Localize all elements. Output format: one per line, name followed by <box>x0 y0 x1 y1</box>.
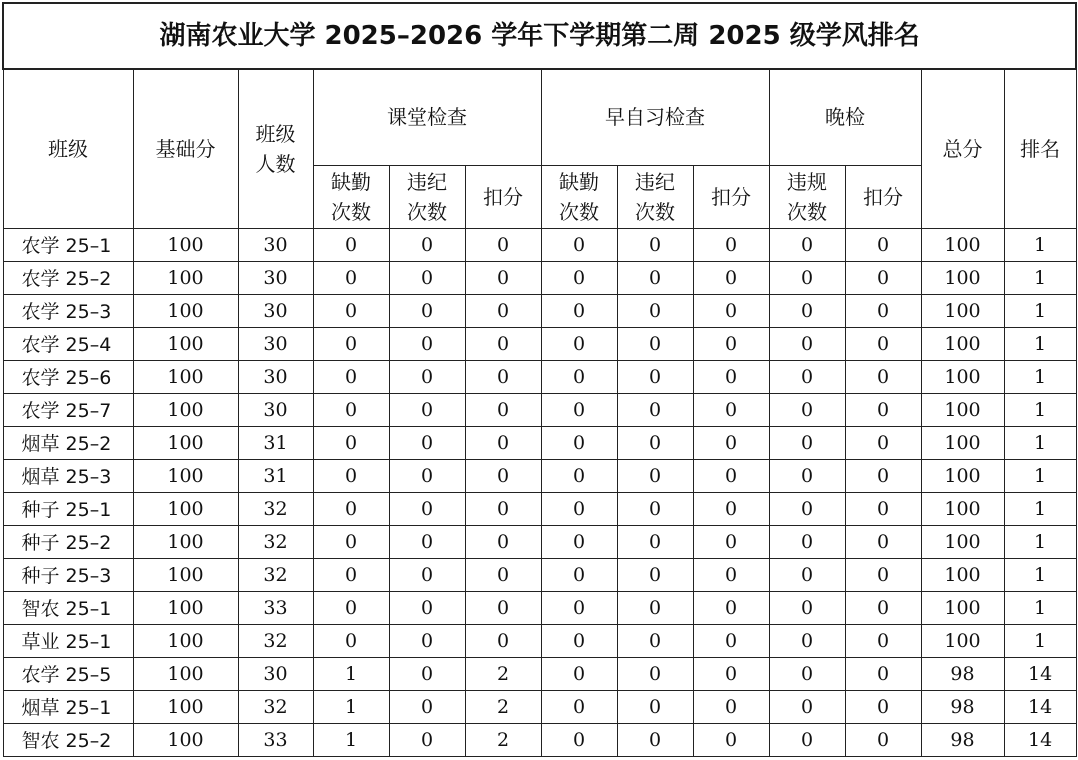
cell-c-abs: 0 <box>313 261 389 294</box>
cell-m-abs: 0 <box>541 723 617 756</box>
table-row <box>3 294 1076 327</box>
cell-rank: 1 <box>1004 327 1076 360</box>
cell-base: 100 <box>133 327 238 360</box>
cell-rank: 1 <box>1004 261 1076 294</box>
cell-c-dis: 0 <box>389 393 465 426</box>
cell-cls: 种子 25–1 <box>3 492 133 525</box>
cell-base: 100 <box>133 459 238 492</box>
cell-c-dis: 0 <box>389 624 465 657</box>
cell-m-dis: 0 <box>617 690 693 723</box>
cell-size: 30 <box>238 327 313 360</box>
cell-total: 100 <box>921 228 1004 261</box>
cell-total: 100 <box>921 294 1004 327</box>
cell-c-ded: 0 <box>465 492 541 525</box>
cell-total: 100 <box>921 327 1004 360</box>
header-text: 违纪 <box>635 169 675 194</box>
cell-base: 100 <box>133 228 238 261</box>
cell-base: 100 <box>133 492 238 525</box>
cell-m-ded: 0 <box>693 624 769 657</box>
cell-e-vio: 0 <box>769 690 845 723</box>
cell-cls: 智农 25–2 <box>3 723 133 756</box>
cell-cls: 农学 25–5 <box>3 657 133 690</box>
cell-rank: 1 <box>1004 525 1076 558</box>
header-morning-discipline <box>617 165 693 228</box>
cell-base: 100 <box>133 261 238 294</box>
header-morning-check: 早自习检查 <box>541 69 769 165</box>
cell-base: 100 <box>133 360 238 393</box>
cell-m-ded: 0 <box>693 723 769 756</box>
cell-e-ded: 0 <box>845 294 921 327</box>
cell-c-abs: 1 <box>313 690 389 723</box>
header-total: 总分 <box>921 69 1004 228</box>
cell-size: 30 <box>238 657 313 690</box>
cell-c-ded: 2 <box>465 657 541 690</box>
cell-cls: 烟草 25–1 <box>3 690 133 723</box>
cell-cls: 智农 25–1 <box>3 591 133 624</box>
cell-total: 100 <box>921 459 1004 492</box>
cell-total: 100 <box>921 591 1004 624</box>
table-row <box>3 459 1076 492</box>
table-row <box>3 723 1076 756</box>
cell-m-dis: 0 <box>617 426 693 459</box>
cell-base: 100 <box>133 690 238 723</box>
cell-c-ded: 0 <box>465 360 541 393</box>
cell-m-abs: 0 <box>541 261 617 294</box>
cell-e-ded: 0 <box>845 261 921 294</box>
cell-m-abs: 0 <box>541 294 617 327</box>
cell-e-vio: 0 <box>769 624 845 657</box>
cell-total: 100 <box>921 261 1004 294</box>
cell-c-dis: 0 <box>389 426 465 459</box>
table-row <box>3 558 1076 591</box>
cell-rank: 1 <box>1004 360 1076 393</box>
table-row <box>3 261 1076 294</box>
header-text: 次数 <box>331 199 371 224</box>
cell-m-ded: 0 <box>693 228 769 261</box>
cell-e-vio: 0 <box>769 525 845 558</box>
table-row <box>3 657 1076 690</box>
table-row <box>3 525 1076 558</box>
cell-c-dis: 0 <box>389 558 465 591</box>
header-classroom-absent <box>313 165 389 228</box>
cell-c-dis: 0 <box>389 459 465 492</box>
cell-c-abs: 0 <box>313 393 389 426</box>
cell-c-abs: 1 <box>313 723 389 756</box>
cell-e-ded: 0 <box>845 525 921 558</box>
cell-e-ded: 0 <box>845 393 921 426</box>
cell-c-dis: 0 <box>389 657 465 690</box>
header-class-size <box>238 69 313 228</box>
table-row <box>3 591 1076 624</box>
cell-m-dis: 0 <box>617 624 693 657</box>
cell-e-ded: 0 <box>845 558 921 591</box>
cell-c-dis: 0 <box>389 294 465 327</box>
cell-total: 100 <box>921 525 1004 558</box>
cell-c-dis: 0 <box>389 261 465 294</box>
cell-e-vio: 0 <box>769 459 845 492</box>
cell-rank: 1 <box>1004 492 1076 525</box>
cell-m-abs: 0 <box>541 657 617 690</box>
cell-e-ded: 0 <box>845 624 921 657</box>
cell-m-dis: 0 <box>617 327 693 360</box>
table-row <box>3 393 1076 426</box>
cell-c-ded: 0 <box>465 426 541 459</box>
cell-base: 100 <box>133 591 238 624</box>
cell-c-abs: 0 <box>313 558 389 591</box>
cell-m-dis: 0 <box>617 525 693 558</box>
table-title: 湖南农业大学 2025–2026 学年下学期第二周 2025 级学风排名 <box>3 3 1076 69</box>
cell-c-abs: 0 <box>313 426 389 459</box>
table-row <box>3 327 1076 360</box>
cell-c-ded: 0 <box>465 558 541 591</box>
cell-rank: 14 <box>1004 690 1076 723</box>
cell-e-vio: 0 <box>769 393 845 426</box>
cell-total: 100 <box>921 558 1004 591</box>
table-row <box>3 624 1076 657</box>
cell-c-dis: 0 <box>389 360 465 393</box>
cell-base: 100 <box>133 657 238 690</box>
cell-c-abs: 0 <box>313 228 389 261</box>
cell-c-abs: 0 <box>313 624 389 657</box>
cell-cls: 农学 25–7 <box>3 393 133 426</box>
cell-m-ded: 0 <box>693 657 769 690</box>
cell-e-vio: 0 <box>769 294 845 327</box>
cell-e-vio: 0 <box>769 723 845 756</box>
cell-m-abs: 0 <box>541 459 617 492</box>
cell-m-dis: 0 <box>617 393 693 426</box>
cell-m-abs: 0 <box>541 327 617 360</box>
cell-m-abs: 0 <box>541 558 617 591</box>
cell-c-ded: 0 <box>465 261 541 294</box>
cell-total: 100 <box>921 360 1004 393</box>
cell-e-ded: 0 <box>845 459 921 492</box>
cell-cls: 农学 25–2 <box>3 261 133 294</box>
cell-c-ded: 0 <box>465 459 541 492</box>
cell-m-ded: 0 <box>693 492 769 525</box>
table-row <box>3 492 1076 525</box>
cell-size: 30 <box>238 228 313 261</box>
cell-cls: 农学 25–1 <box>3 228 133 261</box>
cell-size: 30 <box>238 393 313 426</box>
cell-e-vio: 0 <box>769 426 845 459</box>
cell-c-dis: 0 <box>389 690 465 723</box>
cell-cls: 农学 25–6 <box>3 360 133 393</box>
cell-cls: 农学 25–3 <box>3 294 133 327</box>
cell-total: 98 <box>921 690 1004 723</box>
cell-size: 33 <box>238 723 313 756</box>
cell-e-vio: 0 <box>769 657 845 690</box>
cell-c-abs: 0 <box>313 591 389 624</box>
header-morning-absent <box>541 165 617 228</box>
cell-c-abs: 0 <box>313 327 389 360</box>
header-base-score: 基础分 <box>133 69 238 228</box>
header-classroom-deduct: 扣分 <box>465 165 541 228</box>
cell-m-abs: 0 <box>541 393 617 426</box>
header-text: 缺勤 <box>331 169 371 194</box>
cell-e-ded: 0 <box>845 360 921 393</box>
cell-size: 33 <box>238 591 313 624</box>
cell-cls: 种子 25–2 <box>3 525 133 558</box>
cell-rank: 1 <box>1004 426 1076 459</box>
cell-e-vio: 0 <box>769 591 845 624</box>
header-text: 违纪 <box>407 169 447 194</box>
cell-m-ded: 0 <box>693 261 769 294</box>
header-text: 次数 <box>635 199 675 224</box>
header-evening-violation <box>769 165 845 228</box>
header-text: 违规 <box>787 169 827 194</box>
cell-e-ded: 0 <box>845 327 921 360</box>
cell-size: 31 <box>238 459 313 492</box>
header-class: 班级 <box>3 69 133 228</box>
header-text: 次数 <box>407 199 447 224</box>
cell-rank: 1 <box>1004 459 1076 492</box>
cell-e-ded: 0 <box>845 591 921 624</box>
cell-c-abs: 0 <box>313 294 389 327</box>
cell-m-ded: 0 <box>693 459 769 492</box>
cell-e-ded: 0 <box>845 228 921 261</box>
cell-rank: 1 <box>1004 228 1076 261</box>
table-row <box>3 426 1076 459</box>
cell-c-ded: 2 <box>465 690 541 723</box>
cell-m-dis: 0 <box>617 261 693 294</box>
cell-m-dis: 0 <box>617 723 693 756</box>
cell-cls: 种子 25–3 <box>3 558 133 591</box>
cell-m-dis: 0 <box>617 492 693 525</box>
cell-c-ded: 0 <box>465 591 541 624</box>
header-text: 次数 <box>787 199 827 224</box>
cell-cls: 农学 25–4 <box>3 327 133 360</box>
cell-c-ded: 2 <box>465 723 541 756</box>
cell-total: 100 <box>921 393 1004 426</box>
cell-c-dis: 0 <box>389 525 465 558</box>
cell-base: 100 <box>133 624 238 657</box>
cell-size: 30 <box>238 261 313 294</box>
cell-rank: 1 <box>1004 294 1076 327</box>
cell-base: 100 <box>133 558 238 591</box>
cell-m-dis: 0 <box>617 558 693 591</box>
cell-rank: 1 <box>1004 624 1076 657</box>
cell-m-ded: 0 <box>693 690 769 723</box>
cell-size: 32 <box>238 558 313 591</box>
header-text: 缺勤 <box>559 169 599 194</box>
cell-m-abs: 0 <box>541 492 617 525</box>
cell-m-ded: 0 <box>693 525 769 558</box>
cell-c-abs: 0 <box>313 492 389 525</box>
header-evening-deduct: 扣分 <box>845 165 921 228</box>
cell-m-ded: 0 <box>693 327 769 360</box>
cell-m-ded: 0 <box>693 360 769 393</box>
table-row <box>3 228 1076 261</box>
cell-m-abs: 0 <box>541 426 617 459</box>
cell-total: 98 <box>921 657 1004 690</box>
cell-m-abs: 0 <box>541 624 617 657</box>
cell-c-ded: 0 <box>465 393 541 426</box>
cell-c-abs: 0 <box>313 525 389 558</box>
header-rank: 排名 <box>1004 69 1076 228</box>
cell-base: 100 <box>133 294 238 327</box>
cell-m-abs: 0 <box>541 228 617 261</box>
cell-c-dis: 0 <box>389 327 465 360</box>
cell-total: 100 <box>921 624 1004 657</box>
cell-rank: 1 <box>1004 558 1076 591</box>
cell-e-vio: 0 <box>769 492 845 525</box>
cell-m-ded: 0 <box>693 558 769 591</box>
cell-c-dis: 0 <box>389 492 465 525</box>
cell-e-vio: 0 <box>769 360 845 393</box>
cell-e-ded: 0 <box>845 492 921 525</box>
cell-e-ded: 0 <box>845 657 921 690</box>
header-class-size-line2: 人数 <box>255 151 296 176</box>
cell-rank: 14 <box>1004 723 1076 756</box>
cell-m-abs: 0 <box>541 360 617 393</box>
cell-c-abs: 0 <box>313 360 389 393</box>
cell-cls: 烟草 25–3 <box>3 459 133 492</box>
header-morning-deduct: 扣分 <box>693 165 769 228</box>
cell-c-abs: 1 <box>313 657 389 690</box>
cell-total: 100 <box>921 426 1004 459</box>
cell-m-ded: 0 <box>693 393 769 426</box>
table-row <box>3 360 1076 393</box>
cell-cls: 草业 25–1 <box>3 624 133 657</box>
cell-size: 32 <box>238 624 313 657</box>
cell-size: 32 <box>238 492 313 525</box>
cell-base: 100 <box>133 723 238 756</box>
cell-c-dis: 0 <box>389 228 465 261</box>
cell-c-dis: 0 <box>389 591 465 624</box>
cell-c-ded: 0 <box>465 327 541 360</box>
cell-rank: 1 <box>1004 591 1076 624</box>
cell-e-ded: 0 <box>845 690 921 723</box>
cell-m-ded: 0 <box>693 294 769 327</box>
cell-c-ded: 0 <box>465 228 541 261</box>
cell-size: 30 <box>238 360 313 393</box>
cell-m-dis: 0 <box>617 591 693 624</box>
cell-total: 98 <box>921 723 1004 756</box>
cell-c-ded: 0 <box>465 294 541 327</box>
cell-cls: 烟草 25–2 <box>3 426 133 459</box>
cell-m-dis: 0 <box>617 294 693 327</box>
cell-m-dis: 0 <box>617 228 693 261</box>
cell-c-ded: 0 <box>465 624 541 657</box>
cell-e-vio: 0 <box>769 558 845 591</box>
header-classroom-discipline <box>389 165 465 228</box>
cell-m-abs: 0 <box>541 690 617 723</box>
cell-size: 31 <box>238 426 313 459</box>
table-row <box>3 690 1076 723</box>
cell-c-abs: 0 <box>313 459 389 492</box>
table-body <box>3 228 1076 756</box>
ranking-table <box>2 2 1077 757</box>
cell-rank: 14 <box>1004 657 1076 690</box>
cell-e-ded: 0 <box>845 426 921 459</box>
cell-m-dis: 0 <box>617 360 693 393</box>
cell-c-ded: 0 <box>465 525 541 558</box>
header-class-size-line1: 班级 <box>255 121 296 146</box>
cell-total: 100 <box>921 492 1004 525</box>
cell-e-vio: 0 <box>769 261 845 294</box>
cell-m-ded: 0 <box>693 426 769 459</box>
header-classroom-check: 课堂检查 <box>313 69 541 165</box>
cell-size: 32 <box>238 690 313 723</box>
cell-base: 100 <box>133 393 238 426</box>
cell-e-vio: 0 <box>769 228 845 261</box>
cell-m-ded: 0 <box>693 591 769 624</box>
cell-m-abs: 0 <box>541 591 617 624</box>
cell-base: 100 <box>133 525 238 558</box>
header-evening-check: 晚检 <box>769 69 921 165</box>
cell-m-abs: 0 <box>541 525 617 558</box>
cell-size: 32 <box>238 525 313 558</box>
header-text: 次数 <box>559 199 599 224</box>
cell-m-dis: 0 <box>617 657 693 690</box>
cell-base: 100 <box>133 426 238 459</box>
cell-e-ded: 0 <box>845 723 921 756</box>
cell-m-dis: 0 <box>617 459 693 492</box>
cell-size: 30 <box>238 294 313 327</box>
cell-e-vio: 0 <box>769 327 845 360</box>
cell-c-dis: 0 <box>389 723 465 756</box>
cell-rank: 1 <box>1004 393 1076 426</box>
